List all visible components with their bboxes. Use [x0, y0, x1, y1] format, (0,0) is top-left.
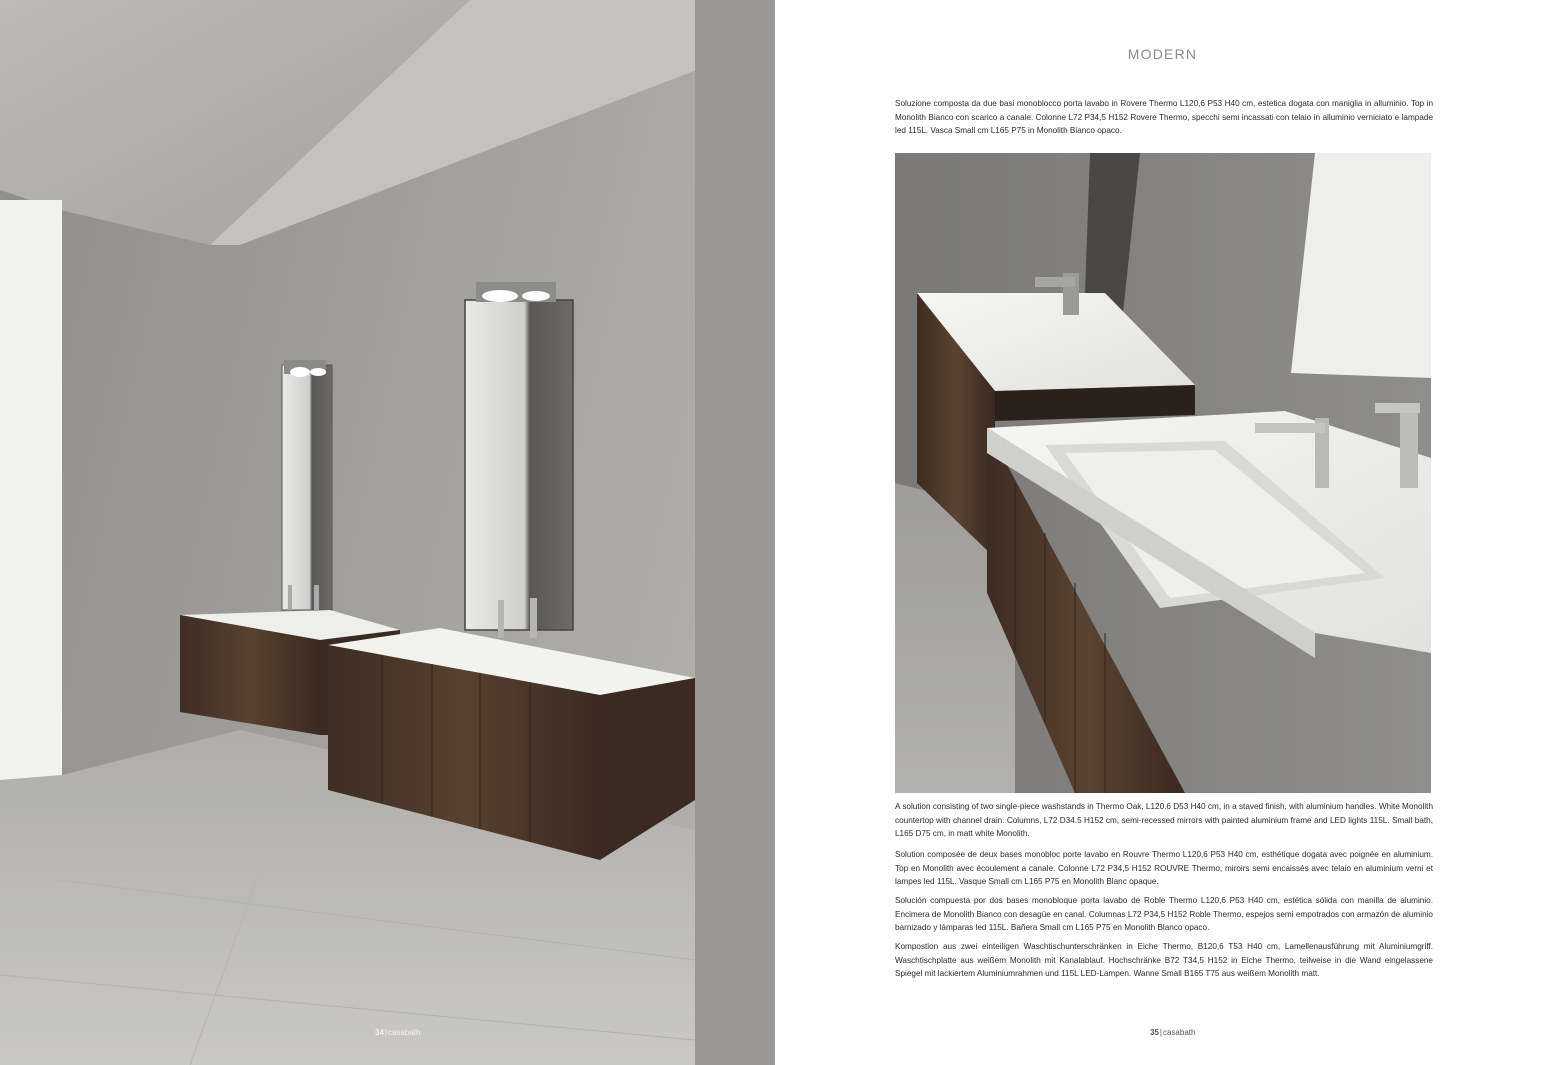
description-english: A solution consisting of two single-piece washstands in Thermo Oak, L120.6 D53 H40 cm, in a staved finish, with aluminium handles. White Monolith countertop with channel drain. Columns, L72 D34.5 H152 cm, semi-recessed mirrors with painted aluminium frame and LED lights 115L. Small bath, L165 D75 cm, in matt white Monolith.	[895, 802, 1433, 838]
page-number-separator: |	[384, 1028, 387, 1037]
vanity-closeup-photo	[895, 153, 1431, 793]
page-number-left	[375, 1028, 420, 1037]
description-italian: Soluzione composta da due basi monoblocco porta lavabo in Rovere Thermo L120,6 P53 H40 cm, estetica dogata con maniglia in alluminio. Top in Monolith Bianco con scarico a canale. Colonne L72 P34,5 H152 Rovere Thermo, specchi semi incassati con telaio in alluminio verniciato e lampade led 115L. Vasca Small cm L165 P75 in Monolith Bianco opaco.	[895, 99, 1433, 135]
page-number-value: 35	[1150, 1028, 1159, 1037]
section-title: MODERN	[1127, 46, 1198, 62]
brand-name: casabath	[1162, 1028, 1196, 1037]
description-german: Kompostion aus zwei einteiligen Waschtischunterschränken in Eiche Thermo, B120,6 T53 H40 cm, Lamellenausführung mit Aluminiumgriff. Waschtischplatte aus weißem Monolith mit Kanalablauf. Hochschränke B72 T34,5 H152 in Eiche Thermo, teilweise in die Wand eingelassene Spiegel mit lackiertem Aluminiumrahmen und 115L LED-Lampen. Wanne Small B165 T75 aus weißem Monolith matt.	[895, 942, 1433, 978]
vanity-closeup-image	[895, 153, 1431, 793]
page-number-separator: |	[1159, 1028, 1162, 1037]
brand-name: casabath	[387, 1028, 421, 1037]
page-number-right	[1150, 1028, 1195, 1037]
page-number-value: 34	[375, 1028, 384, 1037]
right-page	[775, 0, 1550, 1065]
description-french: Solution composée de deux bases monobloc porte lavabo en Rouvre Thermo L120,6 P53 H40 cm, esthétique dogata avec poignée en aluminium. Top en Monolith avec écoulement a canale. Colonne L72 P34,5 H152 ROUVRE Thermo, miroirs semi encaissés avec telaio en aluminium verni et lampes led 115L. Vasque Small cm L165 P75 en Monolith Blanc opaque.	[895, 850, 1433, 886]
description-spanish: Solución compuesta por dos bases monobloque porta lavabo de Roble Thermo L120,6 P53 H40 cm, estética sólida con manilla de aluminio. Encimera de Monolith Bianco con desagüe en canal. Columnas L72 P34,5 H152 Roble Thermo, espejos semi empotrados con armazón de aluminio barnizado y lámparas led 115L. Bañera Small cm L165 P75 en Monolith Blanco opaco.	[895, 896, 1433, 932]
